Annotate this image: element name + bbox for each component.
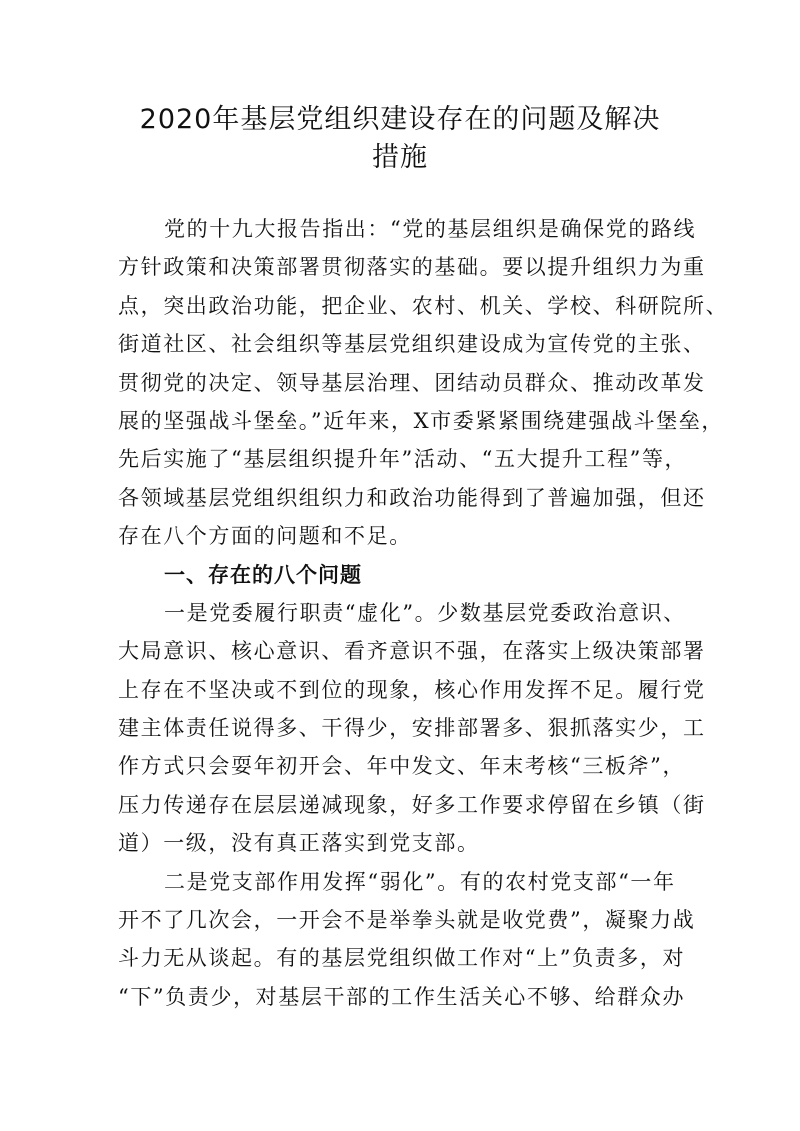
paragraph-line: 压力传递存在层层递减现象，好多工作要求停留在乡镇（街	[118, 792, 706, 817]
paragraph-line: 斗力无从谈起。有的基层党组织做工作对“上”负责多，对	[118, 946, 686, 971]
document-title-line-2: 措施	[372, 142, 428, 173]
paragraph-line: 作方式只会耍年初开会、年中发文、年末考核“三板斧”，	[118, 754, 686, 779]
paragraph-line: 上存在不坚决或不到位的现象，核心作用发挥不足。履行党	[118, 677, 706, 702]
paragraph-line: 存在八个方面的问题和不足。	[118, 524, 412, 549]
paragraph-line: 街道社区、社会组织等基层党组织建设成为宣传党的主张、	[118, 332, 706, 357]
paragraph-line: 二是党支部作用发挥“弱化”。有的农村党支部“一年	[164, 869, 676, 894]
paragraph-line: 先后实施了“基层组织提升年”活动、“五大提升工程”等，	[118, 447, 688, 472]
section-heading: 一、存在的八个问题	[164, 562, 362, 587]
paragraph-line: 一是党委履行职责“虚化”。少数基层党委政治意识、	[164, 600, 686, 625]
document-title-line-1: 2020年基层党组织建设存在的问题及解决	[139, 104, 661, 135]
paragraph-line: 道）一级，没有真正落实到党支部。	[118, 831, 480, 856]
paragraph-line: 大局意识、核心意识、看齐意识不强，在落实上级决策部署	[118, 639, 706, 664]
paragraph-line: “下”负责少，对基层干部的工作生活关心不够、给群众办	[118, 984, 686, 1009]
paragraph-line: 贯彻党的决定、领导基层治理、团结动员群众、推动改革发	[118, 370, 706, 395]
paragraph-line: 开不了几次会，一开会不是举拳头就是收党费”，凝聚力战	[118, 908, 696, 933]
paragraph-line: 方针政策和决策部署贯彻落实的基础。要以提升组织力为重	[118, 255, 706, 280]
paragraph-line: 党的十九大报告指出：“党的基层组织是确保党的路线	[164, 217, 697, 241]
document-body	[118, 210, 729, 1016]
paragraph-line: 建主体责任说得多、干得少，安排部署多、狠抓落实少，工	[118, 716, 706, 741]
paragraph-line: 各领域基层党组织组织力和政治功能得到了普遍加强，但还	[118, 485, 706, 510]
paragraph-line: 点，突出政治功能，把企业、农村、机关、学校、科研院所、	[118, 293, 729, 318]
paragraph-line: 展的坚强战斗堡垒。”近年来，X市委紧紧围绕建强战斗堡垒，	[118, 408, 724, 433]
